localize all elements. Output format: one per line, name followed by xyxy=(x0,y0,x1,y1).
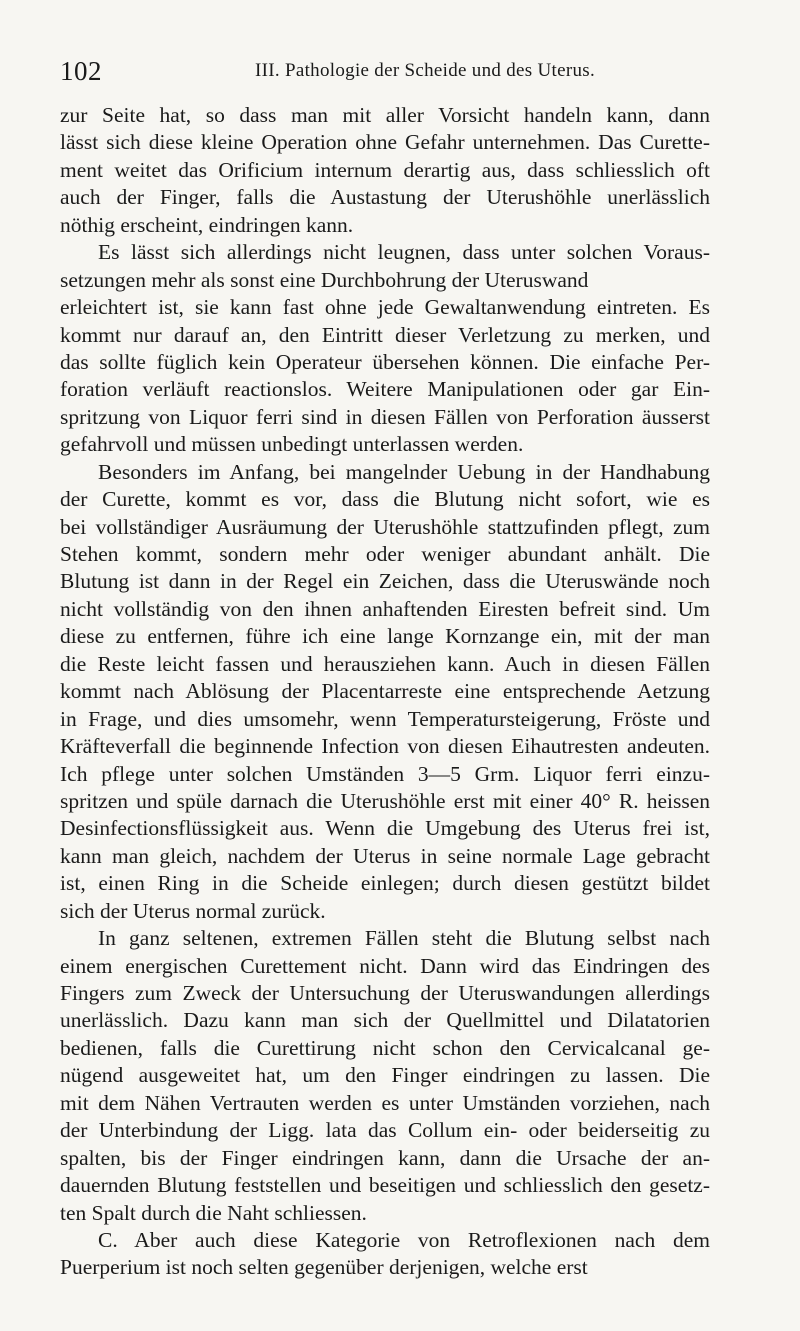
text-line: gefahrvoll und müssen unbedingt unterlassen werden. xyxy=(60,432,524,457)
text-line: ten Spalt durch die Naht schliessen. xyxy=(60,1200,367,1225)
text-line: nügend ausgeweitet hat, um den Finger eindringen zu lassen. Die xyxy=(60,1063,710,1088)
text-line: zur Seite hat, so dass man mit aller Vorsicht handeln kann, dann xyxy=(60,103,710,127)
text-line: diese zu entfernen, führe ich eine lange Kornzange ein, mit der man xyxy=(60,624,710,649)
text-line: Ich pflege unter solchen Umständen 3—5 Grm. Liquor ferri einzu- xyxy=(60,761,710,786)
text-line: in Frage, und dies umsomehr, wenn Temperatursteigerung, Fröste und xyxy=(60,706,710,731)
text-line: kommt nach Ablösung der Placentarreste eine entsprechende Aetzung xyxy=(60,679,710,704)
text-line: spritzung von Liquor ferri sind in diesen Fällen von Perforation äusserst xyxy=(60,404,710,429)
text-line: In ganz seltenen, extremen Fällen steht die Blutung selbst nach xyxy=(98,926,710,951)
text-line: nicht vollständig von den ihnen anhaftenden Eiresten befreit sind. Um xyxy=(60,596,710,621)
text-line: Kräfteverfall die beginnende Infection von diesen Eihautresten andeuten. xyxy=(60,734,710,759)
text-line: C. Aber auch diese Kategorie von Retroflexionen nach dem xyxy=(98,1227,710,1252)
text-line: ment weitet das Orificium internum derartig aus, dass schliesslich oft xyxy=(60,157,710,182)
text-line: der Unterbindung der Ligg. lata das Collum ein- oder beiderseitig zu xyxy=(60,1118,710,1143)
text-line: das sollte füglich kein Operateur übersehen können. Die einfache Per- xyxy=(60,349,710,374)
text-line: Es lässt sich allerdings nicht leugnen, dass unter solchen Voraus- xyxy=(98,240,710,265)
text-line: kommt nur darauf an, den Eintritt dieser Verletzung zu merken, und xyxy=(60,322,710,347)
text-line: sich der Uterus normal zurück. xyxy=(60,898,326,923)
body-text xyxy=(60,102,710,1282)
text-line: Stehen kommt, sondern mehr oder weniger abundant anhält. Die xyxy=(60,542,710,566)
text-line: spritzen und spüle darnach die Uterushöhle erst mit einer 40° R. heissen xyxy=(60,788,710,813)
text-line: bedienen, falls die Curettirung nicht schon den Cervicalcanal ge- xyxy=(60,1035,710,1060)
text-line: setzungen mehr als sonst eine Durchbohrung der Uteruswand xyxy=(60,267,589,292)
page-number: 102 xyxy=(60,56,102,86)
text-line: auch der Finger, falls die Austastung der Uterushöhle unerlässlich xyxy=(60,185,710,210)
text-line: dauernden Blutung feststellen und beseitigen und schliesslich den gesetz- xyxy=(60,1173,710,1198)
page-header xyxy=(60,56,700,86)
text-line: ist, einen Ring in die Scheide einlegen; durch diesen gestützt bildet xyxy=(60,871,710,896)
text-line: spalten, bis der Finger eindringen kann, dann die Ursache der an- xyxy=(60,1145,710,1170)
text-line: mit dem Nähen Vertrauten werden es unter Umständen vorziehen, nach xyxy=(60,1090,710,1115)
text-line: lässt sich diese kleine Operation ohne Gefahr unternehmen. Das Curette- xyxy=(60,130,710,155)
text-line: unerlässlich. Dazu kann man sich der Quellmittel und Dilatatorien xyxy=(60,1008,710,1033)
text-line: Besonders im Anfang, bei mangelnder Uebung in der Handhabung xyxy=(98,459,710,484)
running-title: III. Pathologie der Scheide und des Uterus. xyxy=(255,60,596,81)
text-line: der Curette, kommt es vor, dass die Blutung nicht sofort, wie es xyxy=(60,487,710,512)
text-line: foration verläuft reactionslos. Weitere Manipulationen oder gar Ein- xyxy=(60,377,710,402)
text-line: Fingers zum Zweck der Untersuchung der Uteruswandungen allerdings xyxy=(60,981,710,1005)
text-line: die Reste leicht fassen und herausziehen kann. Auch in diesen Fällen xyxy=(60,651,710,676)
text-line: kann man gleich, nachdem der Uterus in seine normale Lage gebracht xyxy=(60,843,710,868)
text-line: Blutung ist dann in der Regel ein Zeichen, dass die Uteruswände noch xyxy=(60,569,710,594)
text-line: Desinfectionsflüssigkeit aus. Wenn die Umgebung des Uterus frei ist, xyxy=(60,816,710,841)
text-line: einem energischen Curettement nicht. Dann wird das Eindringen des xyxy=(60,953,710,978)
text-line: nöthig erscheint, eindringen kann. xyxy=(60,212,354,237)
text-line: Puerperium ist noch selten gegenüber derjenigen, welche erst xyxy=(60,1255,588,1280)
text-line: erleichtert ist, sie kann fast ohne jede Gewaltanwendung eintreten. Es xyxy=(60,295,710,320)
text-line: bei vollständiger Ausräumung der Uterushöhle stattzufinden pflegt, zum xyxy=(60,514,710,539)
